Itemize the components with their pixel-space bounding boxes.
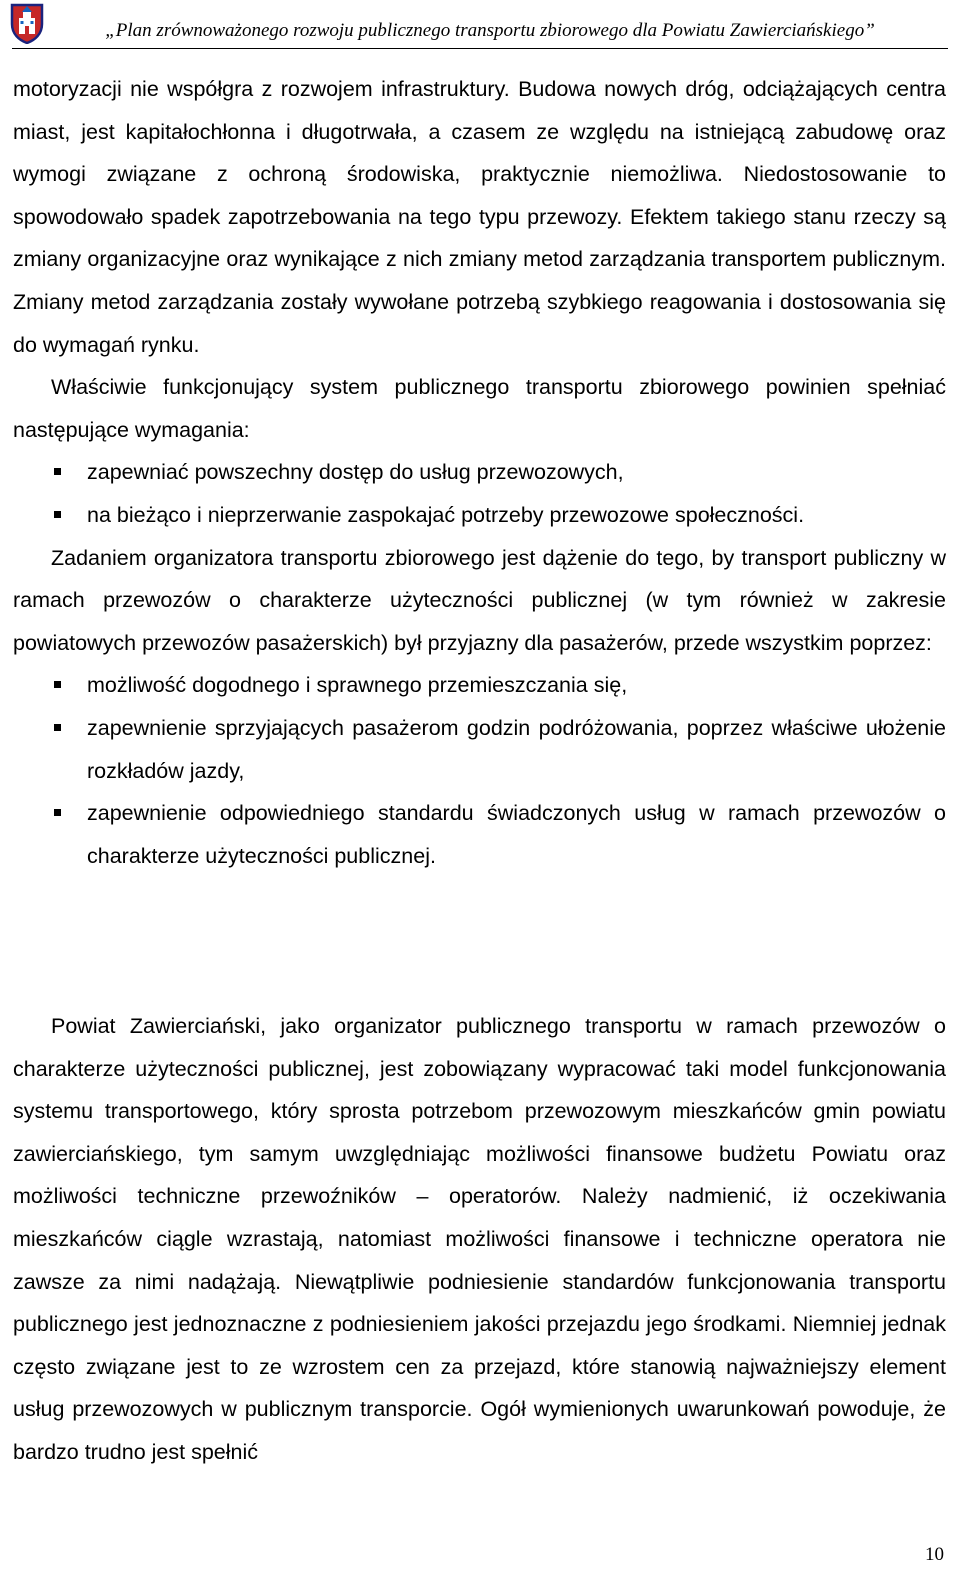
list-item: możliwość dogodnego i sprawnego przemieszczania się, bbox=[13, 664, 946, 707]
paragraph-2: Właściwie funkcjonujący system publicznego transportu zbiorowego powinien spełniać następujące wymagania: bbox=[13, 375, 946, 442]
coat-of-arms-icon bbox=[9, 2, 45, 44]
bullet-icon bbox=[54, 809, 61, 816]
bullet-icon bbox=[54, 681, 61, 688]
header-divider bbox=[12, 48, 948, 49]
paragraph-1: motoryzacji nie współgra z rozwojem infrastruktury. Budowa nowych dróg, odciążających centra miast, jest kapitałochłonna i długotrwała, a czasem ze względu na istniejącą zabudowę oraz wymogi związane z ochroną środowiska, praktycznie niemożliwa. Niedostosowanie to spowodowało spadek zapotrzebowania na tego typu przewozy. Efektem takiego stanu rzeczy są zmiany organizacyjne oraz wynikające z nich zmiany metod zarządzania transportem publicznym. Zmiany metod zarządzania zostały wywołane potrzebą szybkiego reagowania i dostosowania się do wymagań rynku. bbox=[13, 77, 946, 357]
page-header bbox=[0, 0, 960, 52]
page-number: 10 bbox=[925, 1544, 944, 1565]
list-item: zapewniać powszechny dostęp do usług przewozowych, bbox=[13, 451, 946, 494]
list-item: zapewnienie sprzyjających pasażerom godzin podróżowania, poprzez właściwe ułożenie rozkładów jazdy, bbox=[13, 707, 946, 792]
body-block-1 bbox=[13, 68, 946, 877]
requirements-list bbox=[13, 451, 946, 536]
list-item: zapewnienie odpowiedniego standardu świadczonych usług w ramach przewozów o charakterze użyteczności publicznej. bbox=[13, 792, 946, 877]
goals-list bbox=[13, 664, 946, 877]
document-title: „Plan zrównoważonego rozwoju publicznego transportu zbiorowego dla Powiatu Zawierciańskiego” bbox=[105, 20, 875, 41]
bullet-icon bbox=[54, 468, 61, 475]
paragraph-4: Powiat Zawierciański, jako organizator publicznego transportu w ramach przewozów o charakterze użyteczności publicznej, jest zobowiązany wypracować taki model funkcjonowania systemu transportowego, który sprosta potrzebom przewozowym mieszkańców gmin powiatu zawierciańskiego, tym samym uwzględniając możliwości finansowe budżetu Powiatu oraz możliwości techniczne przewoźników – operatorów. Należy nadmienić, iż oczekiwania mieszkańców ciągle wzrastają, natomiast możliwości finansowe i techniczne operatora nie zawsze za nimi nadążają. Niewątpliwie podniesienie standardów funkcjonowania transportu publicznego jest jednoznaczne z podniesieniem jakości przejazdu jego środkami. Niemniej jednak często związane jest to ze wzrostem cen za przejazd, które stanowią najważniejszy element usług przewozowych w publicznym transporcie. Ogół wymienionych uwarunkowań powoduje, że bardzo trudno jest spełnić bbox=[13, 1014, 946, 1464]
paragraph-3: Zadaniem organizatora transportu zbiorowego jest dążenie do tego, by transport publiczny w ramach przewozów o charakterze użyteczności publicznej (w tym również w zakresie powiatowych przewozów pasażerskich) był przyjazny dla pasażerów, przede wszystkim poprzez: bbox=[13, 545, 946, 655]
list-item: na bieżąco i nieprzerwanie zaspokajać potrzeby przewozowe społeczności. bbox=[13, 494, 946, 537]
bullet-icon bbox=[54, 724, 61, 731]
body-block-2 bbox=[13, 1005, 946, 1474]
bullet-icon bbox=[54, 511, 61, 518]
